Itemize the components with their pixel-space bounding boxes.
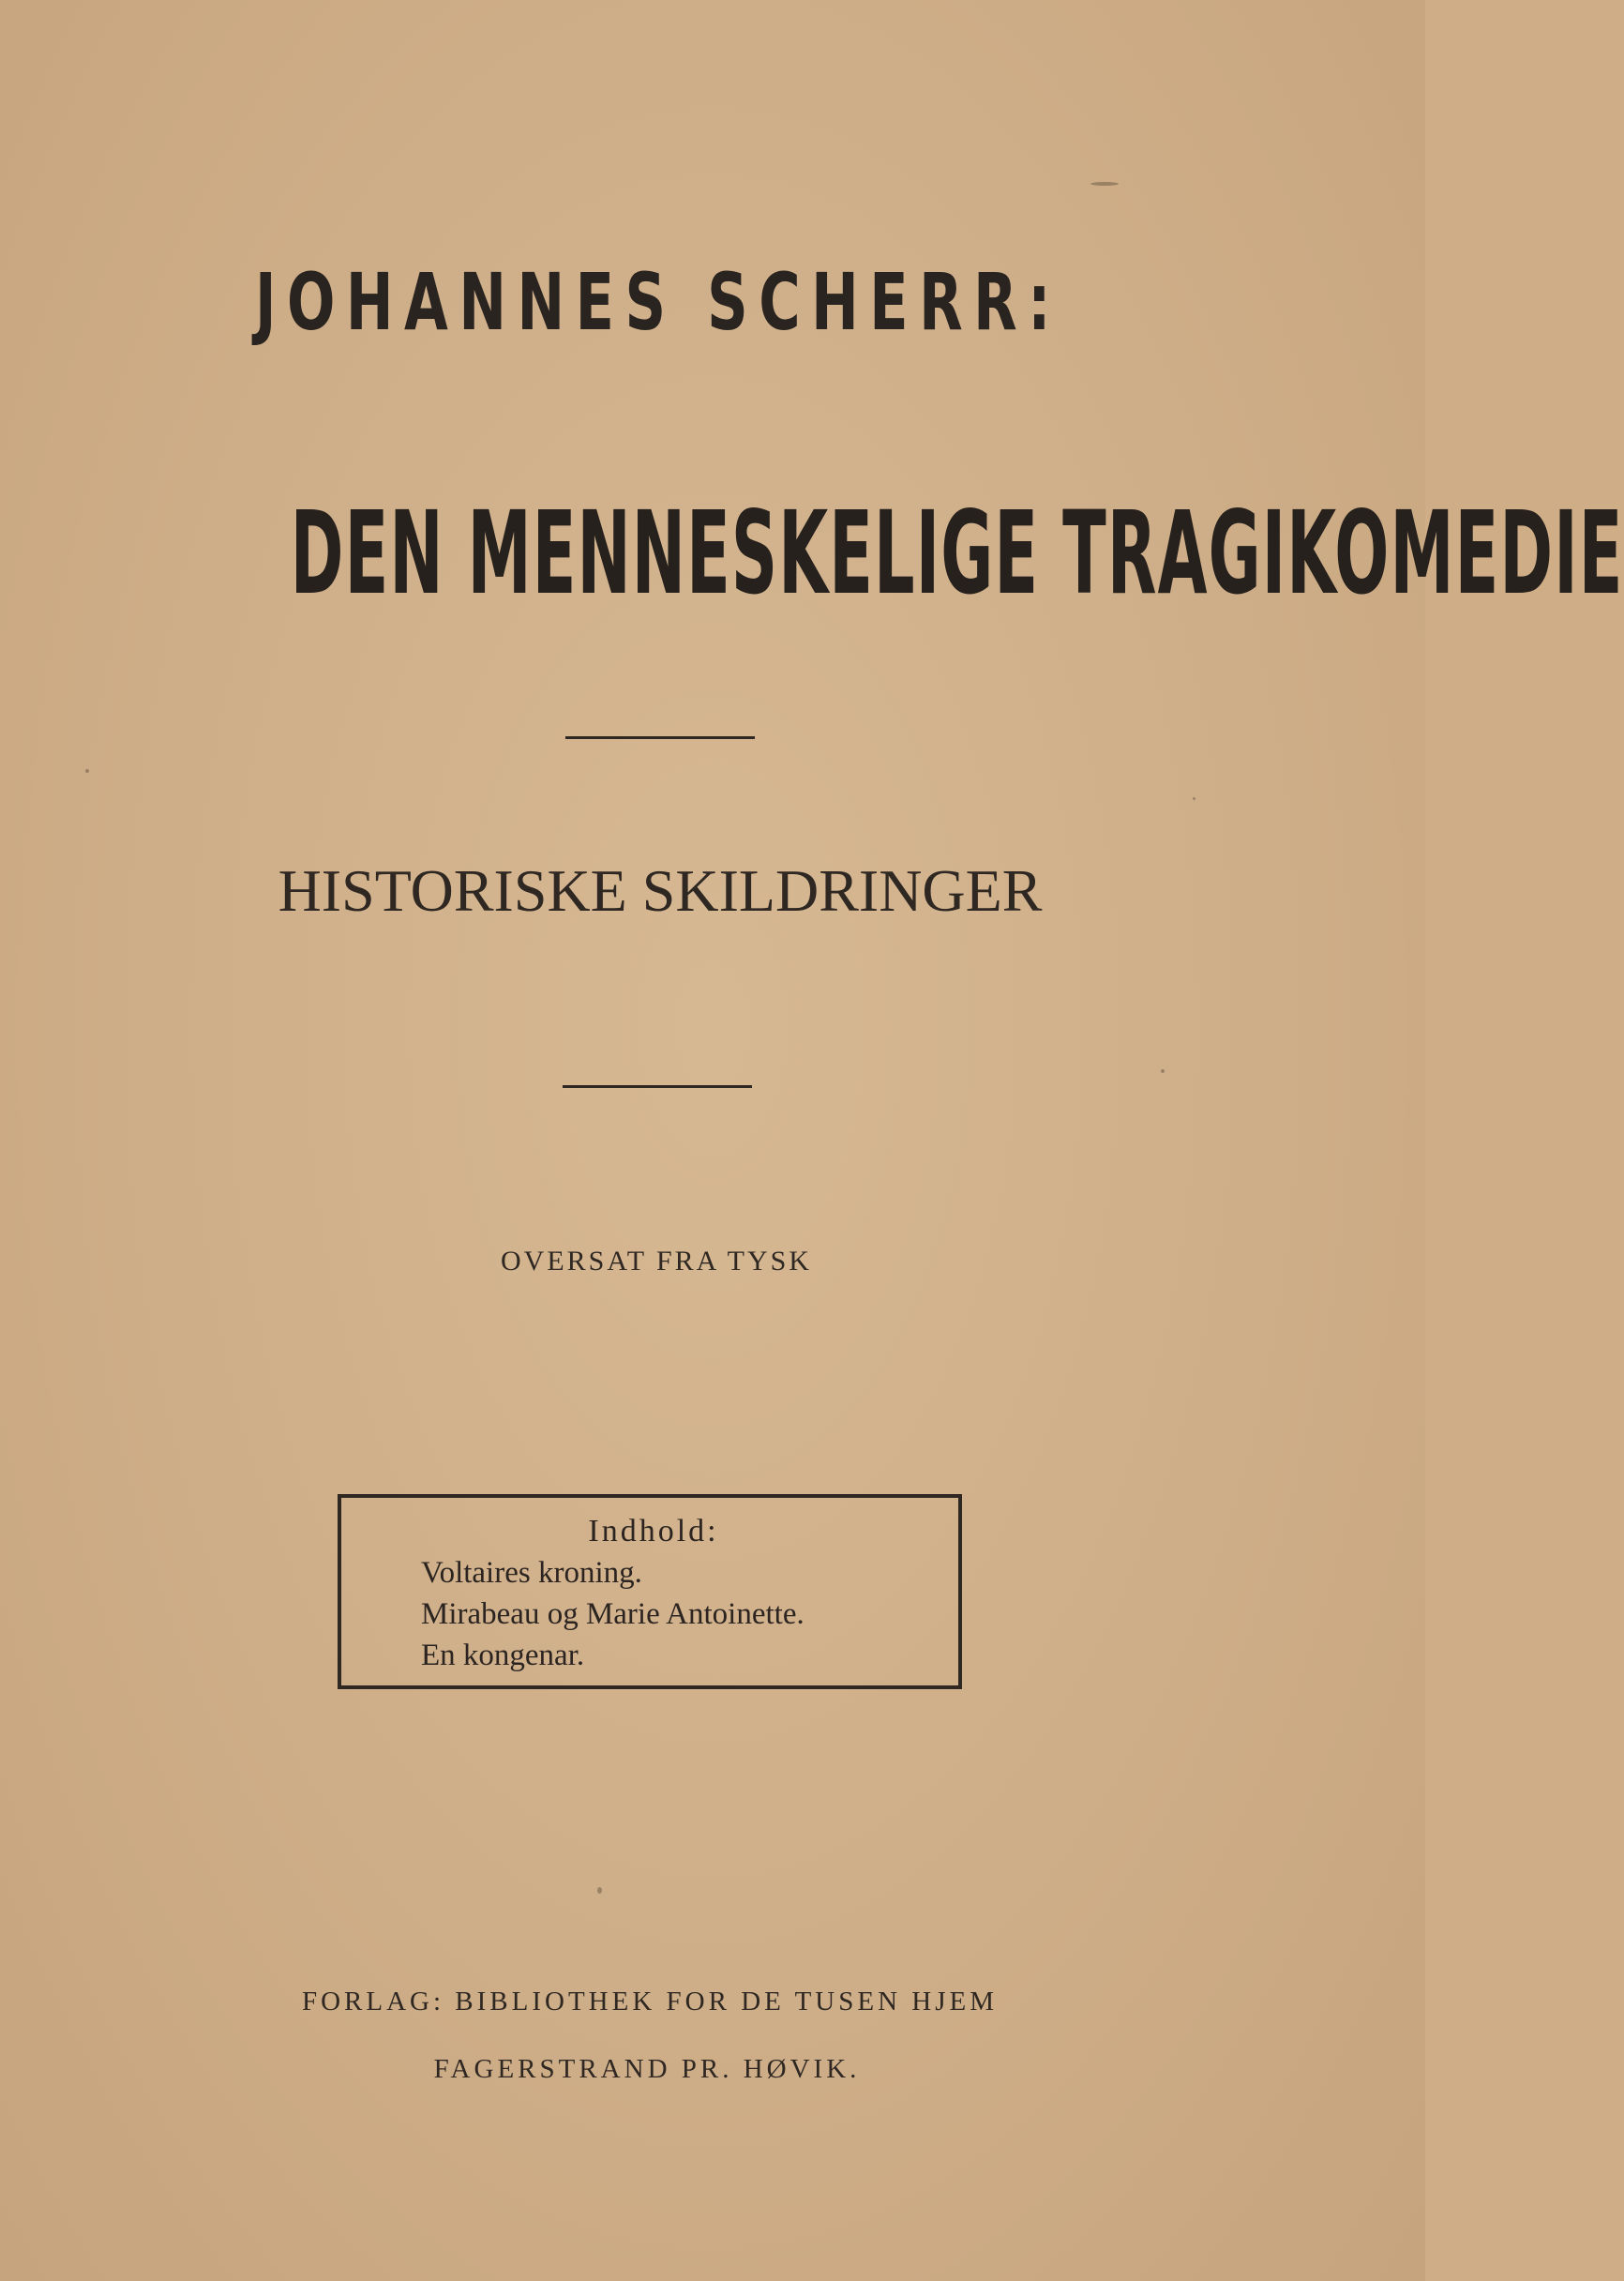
contents-item: Voltaires kroning. — [421, 1556, 642, 1590]
publisher-line: FORLAG: BIBLIOTHEK FOR DE TUSEN HJEM — [301, 1986, 998, 2017]
paper-blemish — [1161, 1069, 1165, 1073]
contents-box — [338, 1494, 962, 1689]
book-title: DEN MENNESKELIGE TRAGIKOMEDIE — [290, 487, 1624, 620]
paper-blemish — [1193, 797, 1195, 800]
book-subtitle: HISTORISKE SKILDRINGER — [278, 857, 1043, 924]
divider-rule — [565, 736, 755, 739]
paper-blemish — [85, 769, 89, 773]
paper-blemish — [597, 1887, 602, 1894]
translation-note: OVERSAT FRA TYSK — [501, 1246, 812, 1276]
paper-blemish — [1090, 182, 1119, 186]
author-name: JOHANNES SCHERR: — [254, 256, 1061, 348]
divider-rule — [563, 1085, 752, 1088]
contents-item: Mirabeau og Marie Antoinette. — [421, 1597, 804, 1631]
publisher-address: FAGERSTRAND PR. HØVIK. — [433, 2054, 861, 2084]
contents-heading: Indhold: — [588, 1514, 719, 1548]
contents-item: En kongenar. — [421, 1639, 585, 1672]
